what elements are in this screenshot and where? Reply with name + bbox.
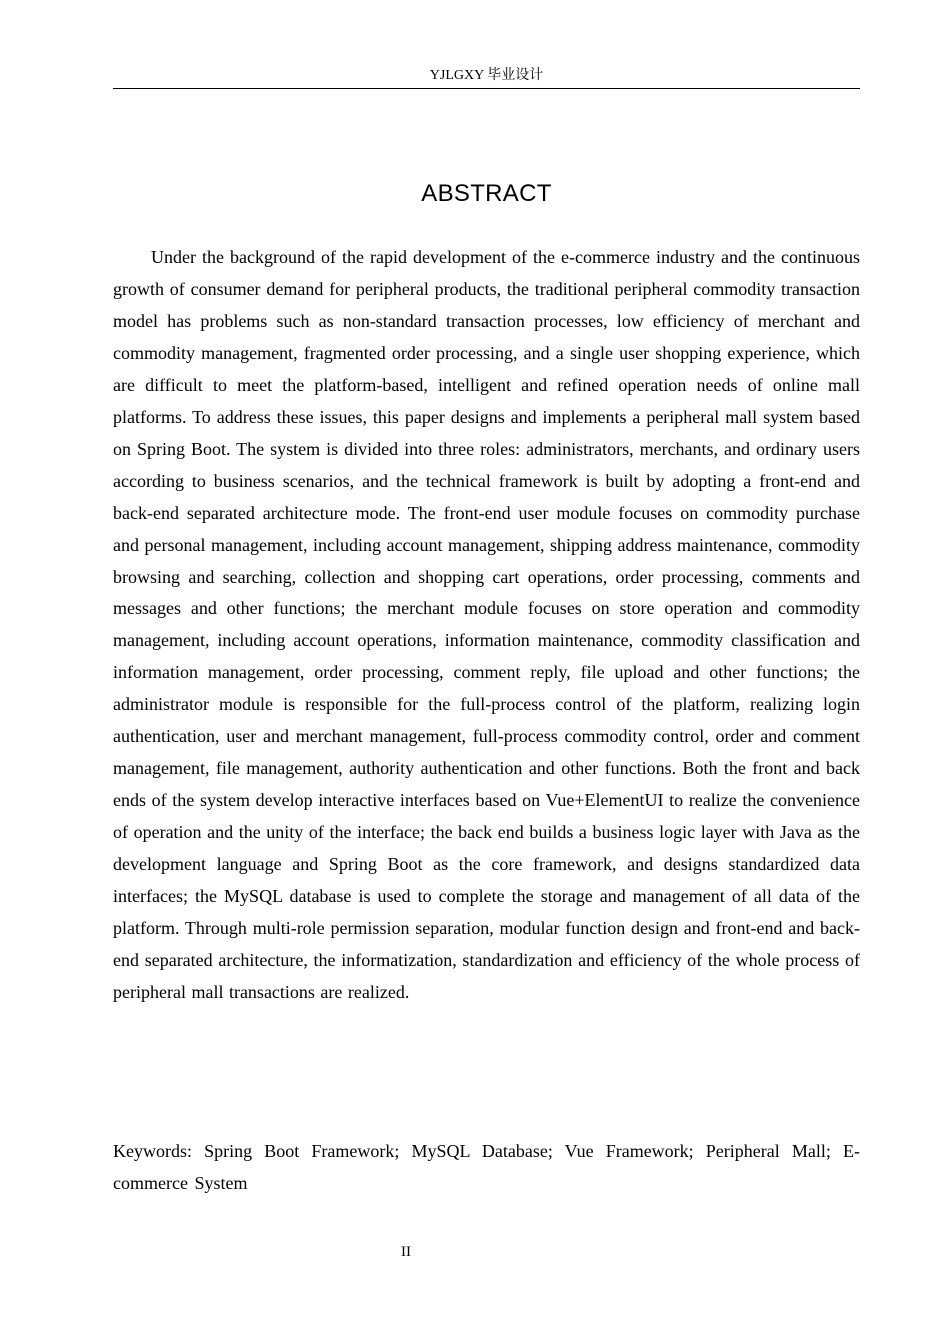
keywords: Keywords: Spring Boot Framework; MySQL Database; Vue Framework; Peripheral Mall; E-commerce System xyxy=(113,1141,860,1193)
abstract-title: ABSTRACT xyxy=(421,180,552,207)
abstract-body: Under the background of the rapid development of the e-commerce industry and the continuous growth of consumer demand for peripheral products, the traditional peripheral commodity transaction model has problems such as non-standard transaction processes, low efficiency of merchant and commodity management, fragmented order processing, and a single user shopping experience, which are difficult to meet the platform-based, intelligent and refined operation needs of online mall platforms. To address these issues, this paper designs and implements a peripheral mall system based on Spring Boot. The system is divided into three roles: administrators, merchants, and ordinary users according to business scenarios, and the technical framework is built by adopting a front-end and back-end separated architecture mode. The front-end user module focuses on commodity purchase and personal management, including account management, shipping address maintenance, commodity browsing and searching, collection and shopping cart operations, order processing, comments and messages and other functions; the merchant module focuses on store operation and commodity management, including account operations, information maintenance, commodity classification and information management, order processing, comment reply, file upload and other functions; the administrator module is responsible for the full-process control of the platform, realizing login authentication, user and merchant management, full-process commodity control, order and comment management, file management, authority authentication and other functions. Both the front and back ends of the system develop interactive interfaces based on Vue+ElementUI to realize the convenience of operation and the unity of the interface; the back end builds a business logic layer with Java as the development language and Spring Boot as the core framework, and designs standardized data interfaces; the MySQL database is used to complete the storage and management of all data of the platform. Through multi-role permission separation, modular function design and front-end and back-end separated architecture, the informatization, standardization and efficiency of the whole process of peripheral mall transactions are realized. xyxy=(113,247,860,1002)
running-title: YJLGXY 毕业设计 xyxy=(429,68,544,83)
page-header xyxy=(113,66,860,89)
page-number: II xyxy=(401,1244,411,1260)
